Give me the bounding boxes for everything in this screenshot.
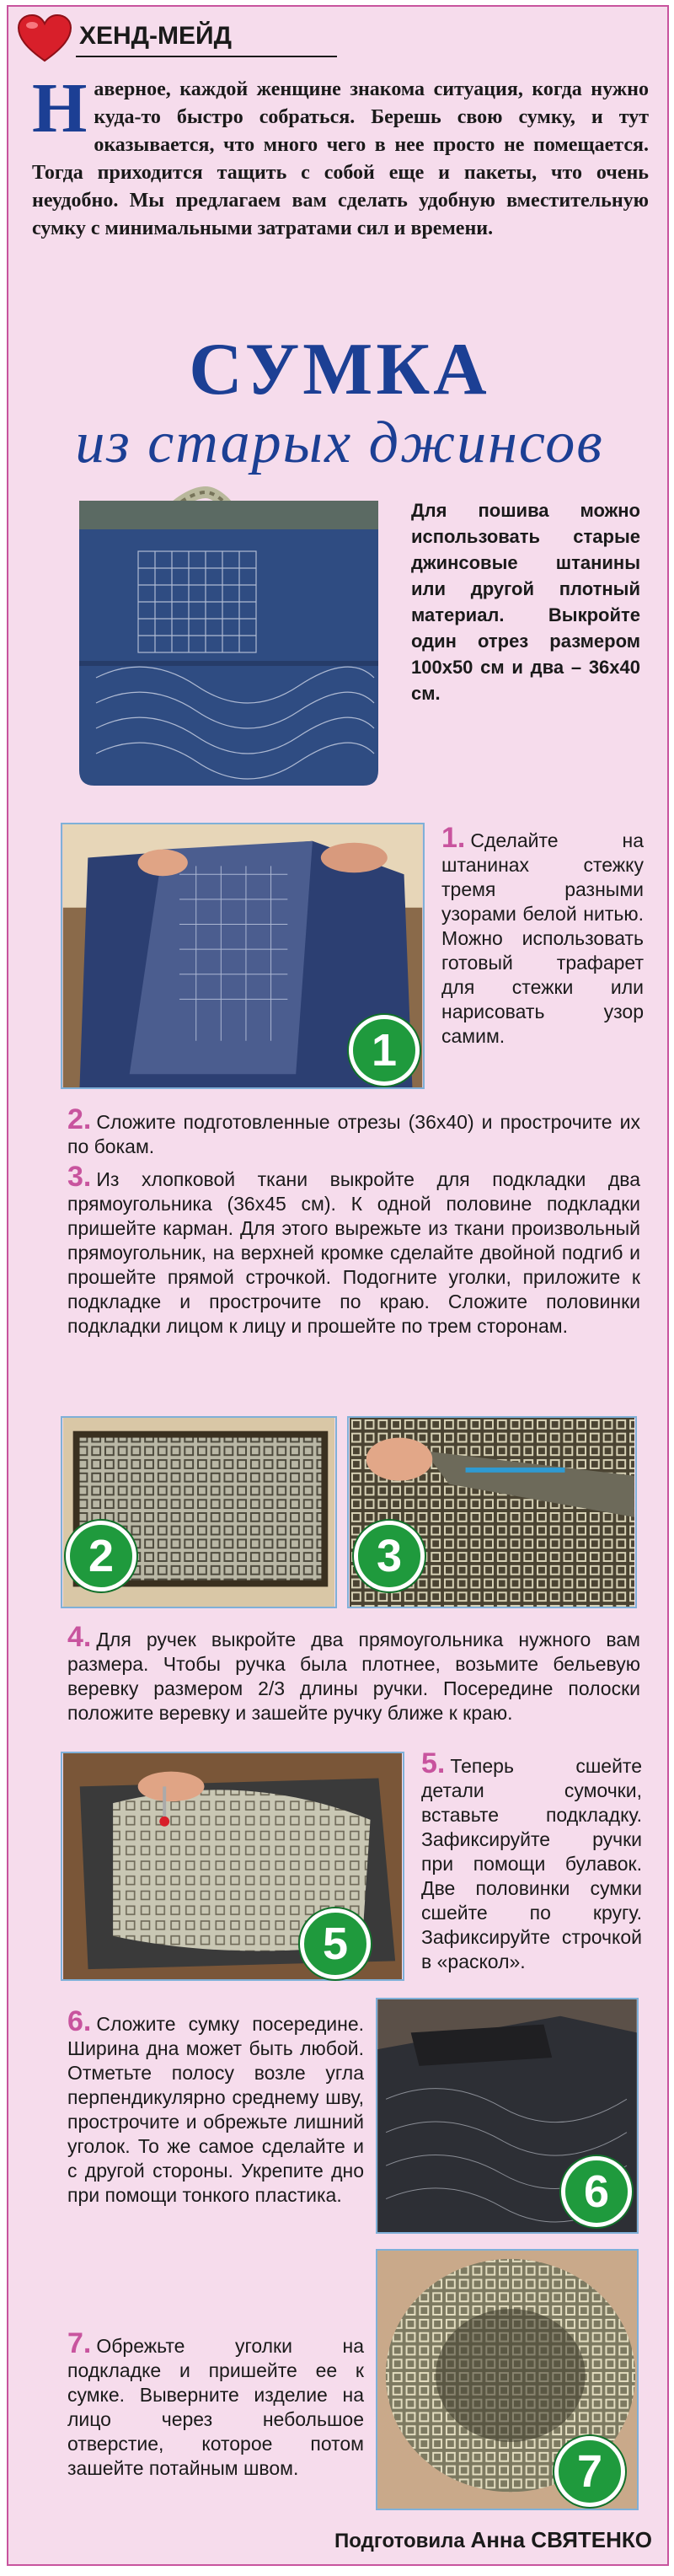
step-7-body: Обрежьте уголки на подкладке и пришейте ее к сумке. Выверните изделие на лицо через небольшое отверстие, которое потом зашейте потайным швом.	[67, 2335, 364, 2479]
intro-text: аверное, каждой женщине знакома ситуация, когда нужно куда-то быстро собраться. Берешь свою сумку, и тут оказывается, что много чего в нее просто не помещается. Тогда приходится тащить с собой еще и пакеты, что очень неудобно. Мы предлагаем вам сделать удобную вместительную сумку с минимальными затратами сил и времени.	[32, 78, 649, 239]
step-5-number: 5.	[421, 1747, 446, 1779]
credit-prefix: Подготовила	[334, 2530, 465, 2552]
step-3-body: Из хлопковой ткани выкройте для подкладки два прямоугольника (36х45 см). К одной половине подкладки пришейте карман. Для этого вырежьте из ткани произвольный прямоугольник, на верхней кромке сделайте двойной подгиб и прошейте прямой строчкой. Подогните уголки, приложите к подкладке и прострочите по краю. Сложите половинки подкладки лицом к лицу и прошейте по трем сторонам.	[67, 1168, 640, 1337]
step-7-text	[67, 2327, 364, 2481]
step-1-number: 1.	[441, 822, 466, 854]
step-2-text	[67, 1103, 640, 1159]
step-2-body: Сложите подготовленные отрезы (36х40) и прострочите их по бокам.	[67, 1111, 640, 1157]
materials-text: Для пошива можно использовать старые джинсовые штанины или другой плотный материал. Выкройте один отрез размером 100х50 см и два – 36х40 см.	[411, 500, 640, 704]
step-badge-3: 3	[354, 1521, 425, 1591]
rubric-title: ХЕНД-МЕЙД	[79, 22, 232, 50]
rubric-underline	[76, 56, 337, 57]
photo-finished-bag	[45, 484, 399, 796]
step-6-body: Сложите сумку посередине. Ширина дна может быть любой. Отметьте полосу возле угла перпендикулярно среднему шву, прострочите и обрежьте лишний уголок. То же самое сделайте и с другой стороны. Укрепите дно при помощи тонкого пластика.	[67, 2013, 364, 2206]
step-2-number: 2.	[67, 1103, 92, 1135]
step-badge-7: 7	[554, 2436, 625, 2507]
heart-icon	[17, 13, 72, 62]
step-4-body: Для ручек выкройте два прямоугольника нужного вам размера. Чтобы ручка была плотнее, возьмите бельевую веревку размером 2/3 длины ручки. Посередине полоски положите веревку и зашейте ручку ближе к краю.	[67, 1629, 640, 1724]
article-page	[7, 5, 669, 2566]
step-6-number: 6.	[67, 2005, 92, 2037]
article-title: СУМКА	[189, 329, 490, 411]
step-badge-2: 2	[66, 1521, 136, 1591]
rubric-header	[17, 13, 354, 62]
step-7-number: 7.	[67, 2327, 92, 2359]
step-1-body: Сделайте на штанинах стежку тремя разными узорами белой нитью. Можно использовать готовый трафарет для стежки или нарисовать узор самим.	[441, 829, 644, 1047]
intro-paragraph	[32, 69, 649, 243]
step-badge-1: 1	[349, 1015, 420, 1086]
step-6-text	[67, 2005, 364, 2208]
step-1-text	[441, 822, 644, 1049]
step-3-number: 3.	[67, 1161, 92, 1193]
article-subtitle: из старых джинсов	[75, 411, 604, 475]
intro-dropcap: Н	[32, 69, 88, 148]
step-badge-5: 5	[300, 1908, 371, 1979]
step-5-text	[421, 1747, 642, 1974]
step-badge-6: 6	[561, 2156, 632, 2227]
step-4-number: 4.	[67, 1621, 92, 1653]
step-4-text	[67, 1621, 640, 1725]
step-3-text	[67, 1161, 640, 1339]
credit-name: Анна СВЯТЕНКО	[470, 2527, 652, 2552]
author-credit	[334, 2527, 652, 2553]
step-5-body: Теперь сшейте детали сумочки, вставьте подкладку. Зафиксируйте ручки при помощи булавок. Две половинки сумки сшейте по кругу. Зафиксируйте строчкой в «раскол».	[421, 1755, 642, 1972]
